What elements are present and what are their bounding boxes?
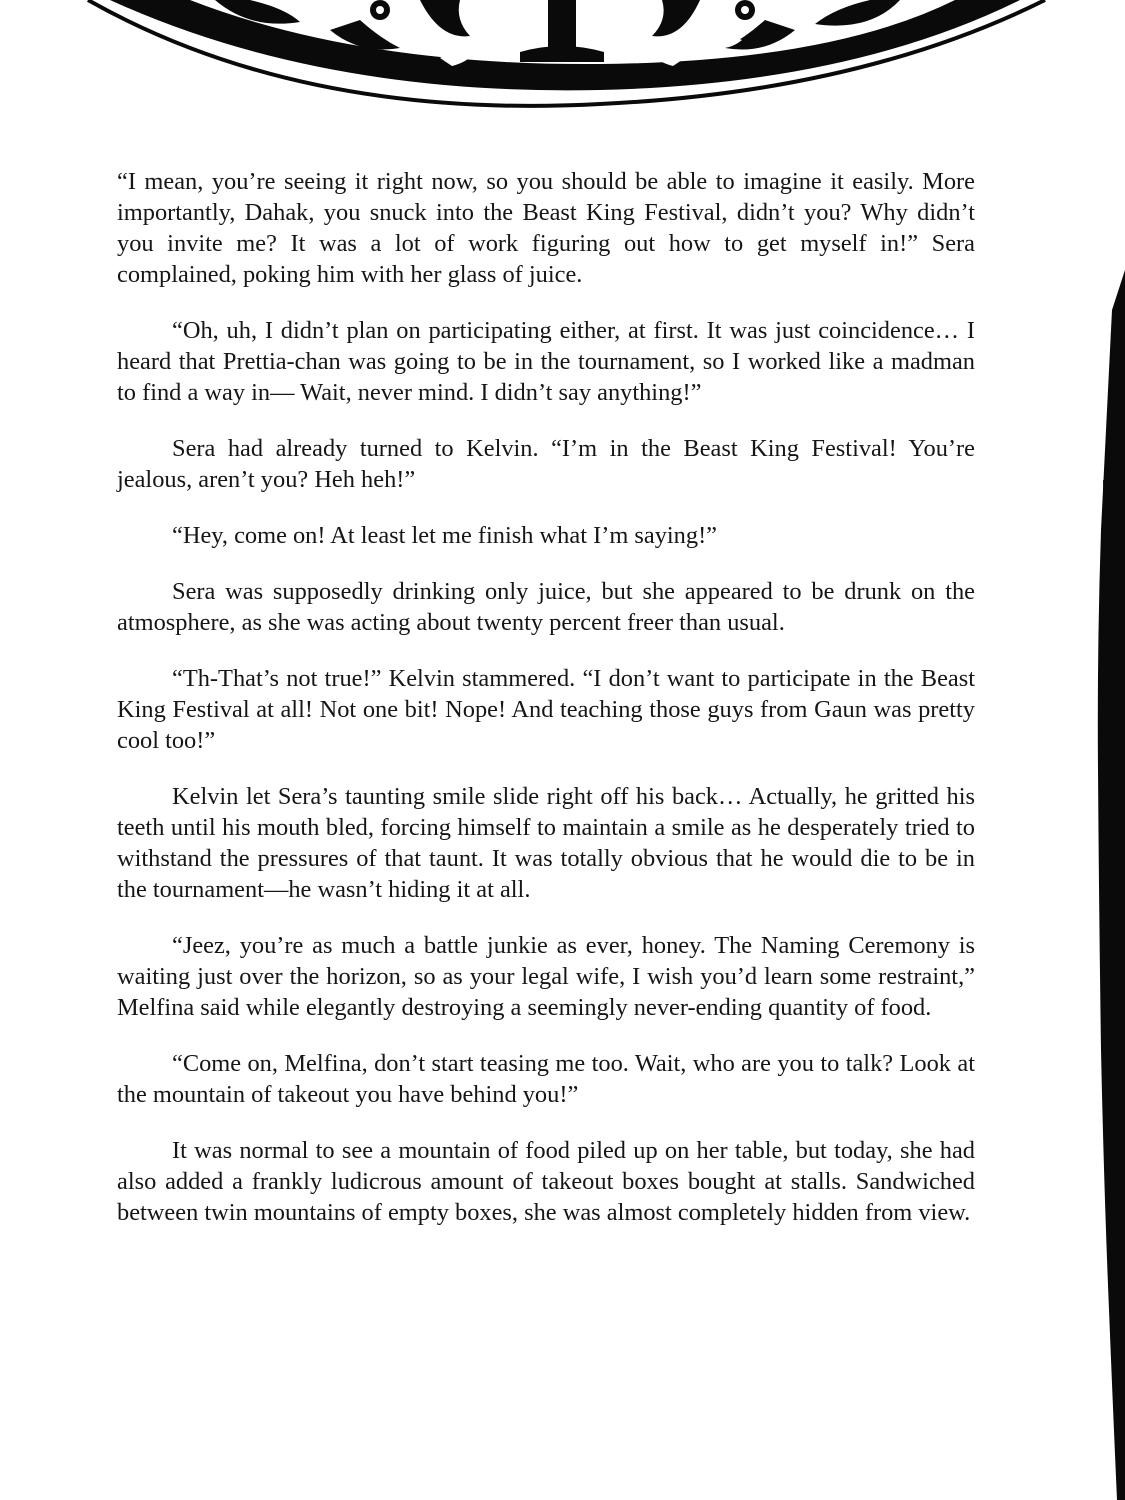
decorative-top-ornament xyxy=(0,0,1125,110)
paragraph: “Hey, come on! At least let me finish what I’m saying!” xyxy=(172,522,718,549)
paragraph: It was normal to see a mountain of food piled up on her table, but today, she had also added a frankly ludicrous amount of takeout boxes bought at stalls. Sandwiched between twin mountains of empty boxes, she was almost completely hidden from view. xyxy=(117,1137,975,1226)
decorative-right-border xyxy=(1095,270,1125,1500)
body-text xyxy=(117,166,975,1253)
paragraph: Sera was supposedly drinking only juice, but she appeared to be drunk on the atmosphere, as she was acting about twenty percent freer than usual. xyxy=(117,578,975,636)
paragraph: “Jeez, you’re as much a battle junkie as ever, honey. The Naming Ceremony is waiting just over the horizon, so as your legal wife, I wish you’d learn some restraint,” Melfina said while elegantly destroying a seemingly never-ending quantity of food. xyxy=(117,932,975,1021)
paragraph: Sera had already turned to Kelvin. “I’m in the Beast King Festival! You’re jealous, aren’t you? Heh heh!” xyxy=(117,435,975,493)
paragraph: “I mean, you’re seeing it right now, so you should be able to imagine it easily. More importantly, Dahak, you snuck into the Beast King Festival, didn’t you? Why didn’t you invite me? It was a lot of work figuring out how to get myself in!” Sera complained, poking him with her glass of juice. xyxy=(117,168,975,288)
paragraph: “Come on, Melfina, don’t start teasing me too. Wait, who are you to talk? Look at the mountain of takeout you have behind you!” xyxy=(117,1050,975,1108)
paragraph: “Th-That’s not true!” Kelvin stammered. “I don’t want to participate in the Beast King Festival at all! Not one bit! Nope! And teaching those guys from Gaun was pretty cool too!” xyxy=(117,665,975,754)
paragraph: “Oh, uh, I didn’t plan on participating either, at first. It was just coincidence… I heard that Prettia-chan was going to be in the tournament, so I worked like a madman to find a way in— Wait, never mind. I didn’t say anything!” xyxy=(117,317,975,406)
paragraph: Kelvin let Sera’s taunting smile slide right off his back… Actually, he gritted his teeth until his mouth bled, forcing himself to maintain a smile as he desperately tried to withstand the pressures of that taunt. It was totally obvious that he would die to be in the tournament—he wasn’t hiding it at all. xyxy=(117,783,975,903)
